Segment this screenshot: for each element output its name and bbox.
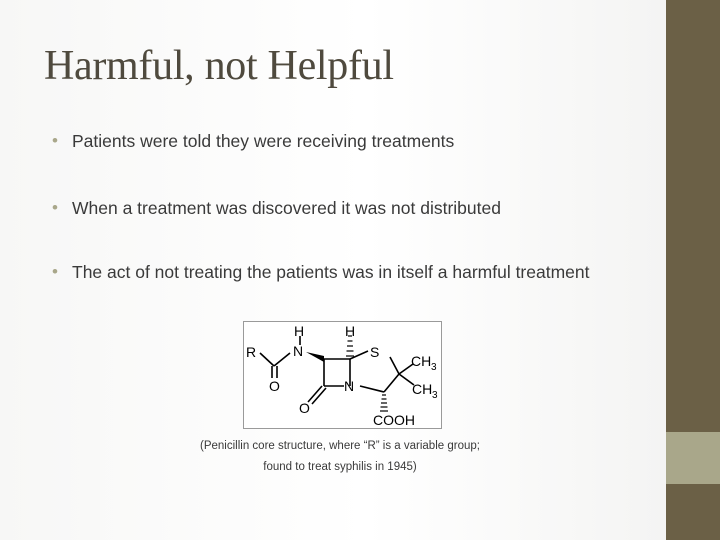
- bullet-text: Patients were told they were receiving treatments: [72, 131, 455, 151]
- penicillin-structure-image: [243, 321, 442, 429]
- structure-label-h: H: [294, 323, 305, 339]
- structure-label-n: N: [344, 378, 355, 394]
- figure-caption: [170, 436, 510, 478]
- structure-label-s: S: [370, 344, 380, 360]
- bullet-item: [52, 261, 612, 283]
- bullet-dot-icon: •: [52, 198, 58, 217]
- structure-label-n: N: [293, 343, 304, 359]
- structure-label-h: H: [345, 323, 356, 339]
- caption-line: found to treat syphilis in 1945): [263, 461, 417, 473]
- bullet-dot-icon: •: [52, 262, 58, 281]
- structure-label-r: R: [246, 344, 257, 360]
- structure-label-o: O: [269, 378, 280, 394]
- structure-label-ch3: CH: [411, 353, 432, 369]
- caption-line: (Penicillin core structure, where “R” is a variable group;: [200, 440, 480, 452]
- bullet-item: [52, 197, 501, 219]
- bullet-dot-icon: •: [52, 131, 58, 150]
- bullet-text: When a treatment was discovered it was not distributed: [72, 198, 501, 218]
- structure-label-subscript: 3: [431, 362, 437, 373]
- slide-title: Harmful, not Helpful: [44, 43, 394, 89]
- side-accent-block: [666, 432, 720, 484]
- structure-label-cooh: COOH: [373, 412, 415, 428]
- penicillin-structure-diagram: [244, 322, 441, 428]
- structure-label-subscript: 3: [432, 390, 438, 401]
- bullet-text: The act of not treating the patients was in itself a harmful treatment: [72, 262, 590, 282]
- structure-label-o: O: [299, 400, 310, 416]
- structure-label-ch3: CH: [412, 381, 433, 397]
- bullet-item: [52, 130, 454, 152]
